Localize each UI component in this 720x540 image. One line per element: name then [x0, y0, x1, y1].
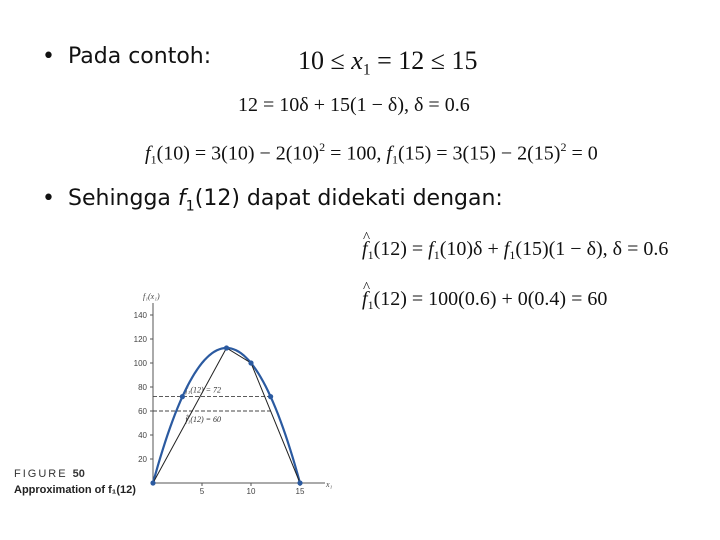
equation-delta: 12 = 10δ + 15(1 − δ), δ = 0.6 [238, 94, 470, 116]
y-tick-label: 20 [138, 455, 147, 464]
x-axis-label: x₁ [326, 480, 333, 489]
data-point [268, 394, 273, 399]
x-tick-label: 10 [246, 487, 256, 496]
annotation-label: f₁(12) = 72 [185, 385, 222, 395]
data-point [248, 360, 253, 365]
equation-f1-values: $f_1(10) = 3(10) - 2(10)^2 = 100$, $f_1(15) = 3(15) - 2(15)^2 = 0$ [145, 140, 598, 167]
annotation-label: f̂₁(12) = 60 [185, 415, 222, 424]
data-point [150, 480, 155, 485]
bullet-dot: • [42, 44, 55, 69]
equation-result: ^ $f_1(12) = 100(0.6) + 0(0.4) = 60$ [362, 288, 607, 313]
figure-caption-text: Approximation of f₁(12) [14, 484, 136, 496]
bullet-1-text: Pada contoh: [68, 44, 212, 69]
y-tick-label: 100 [133, 359, 147, 368]
x-tick-label: 15 [295, 487, 305, 496]
bullet-dot: • [42, 186, 55, 211]
x-tick-label: 5 [199, 487, 205, 496]
data-point [297, 480, 302, 485]
y-tick-label: 80 [138, 383, 147, 392]
y-axis-label: f₁(x₁) [143, 292, 160, 301]
figure-caption-label: FIGURE 50 [14, 468, 85, 480]
y-tick-label: 120 [133, 335, 147, 344]
series-curve [153, 348, 300, 483]
approximation-chart [0, 270, 350, 500]
y-tick-label: 40 [138, 431, 147, 440]
y-tick-label: 140 [133, 311, 147, 320]
y-tick-label: 60 [138, 407, 147, 416]
bullet-1 [42, 44, 211, 69]
data-point [180, 394, 185, 399]
equation-approximation: ^ $f_1(12) = f_1(10)\delta + f_1(15)(1 - \delta)$, δ = 0.6 [362, 238, 668, 263]
equation-constraint: $10 \le x_1 = 12 \le 15$ [298, 46, 478, 79]
data-point [224, 345, 229, 350]
bullet-2: • Sehingga $f_1(12)$ dapat didekati dengan: [42, 186, 503, 215]
